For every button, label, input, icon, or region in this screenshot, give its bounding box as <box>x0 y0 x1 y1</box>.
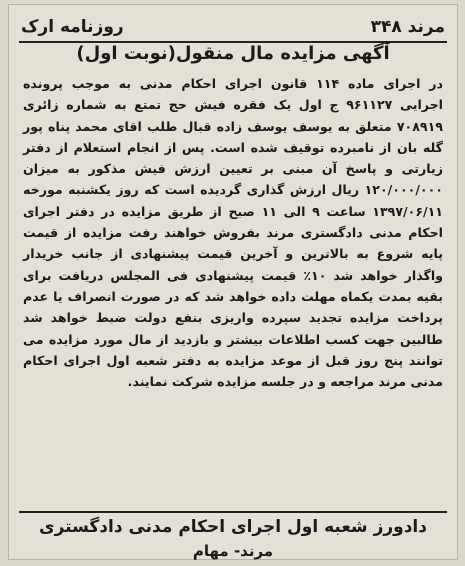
signature-line: دادورز شعبه اول اجرای احکام مدنی دادگستری <box>39 517 427 537</box>
notice-body <box>23 73 443 392</box>
footer-rule <box>19 511 447 513</box>
newspaper-clipping <box>8 4 458 560</box>
location-line: مرند- مهام <box>192 542 274 560</box>
newspaper-name: روزنامه ارک <box>21 17 124 37</box>
notice-paragraph: در اجرای ماده ۱۱۴ قانون اجرای احکام مدنی به موجب پرونده اجرایی ۹۶۱۱۲۷ ج اول یک فقره فیش حج تمتع به شماره زائری ۷۰۸۹۱۹ متعلق به یوسف یوسف زاده قبال طلب اقای محمد پناه پور گله بان از نامبرده توقیف شده است. پس از انجام استعلام از دفتر زیارتی و پاسخ آن مبنی بر تعیین ارزش فیش مذکور به میزان ۱۲۰/۰۰۰/۰۰۰ ریال ارزش گذاری گردیده است که روز یکشنبه مورخه ۱۳۹۷/۰۶/۱۱ ساعت ۹ الی ۱۱ صبح از طریق مزایده در دفتر اجرای احکام مدنی دادگستری مرند بفروش خواهند رفت مزایده از قیمت پایه شروع به بالاترین و آخرین قیمت پیشنهادی از جانب خریدار واگذار خواهد شد ۱۰٪ قیمت پیشنهادی فی المجلس دریافت برای بقیه بمدت یکماه مهلت داده خواهد شد که در صورت انصراف یا عدم پرداخت مزایده تجدید سپرده واریزی بنفع دولت ضبط خواهد شد طالبین جهت کسب اطلاعات بیشتر و بازدید از مال مورد مزایده می توانند پنج روز قبل از موعد مزایده به دفتر شعبه اول اجرای احکام مدنی مرند مراجعه و در جلسه مزایده شرکت نمایند. <box>23 76 443 390</box>
clipping-header <box>21 15 445 39</box>
city-number: مرند ۳۴۸ <box>370 17 445 37</box>
notice-title: آگهی مزایده مال منقول(نوبت اول) <box>76 43 390 64</box>
